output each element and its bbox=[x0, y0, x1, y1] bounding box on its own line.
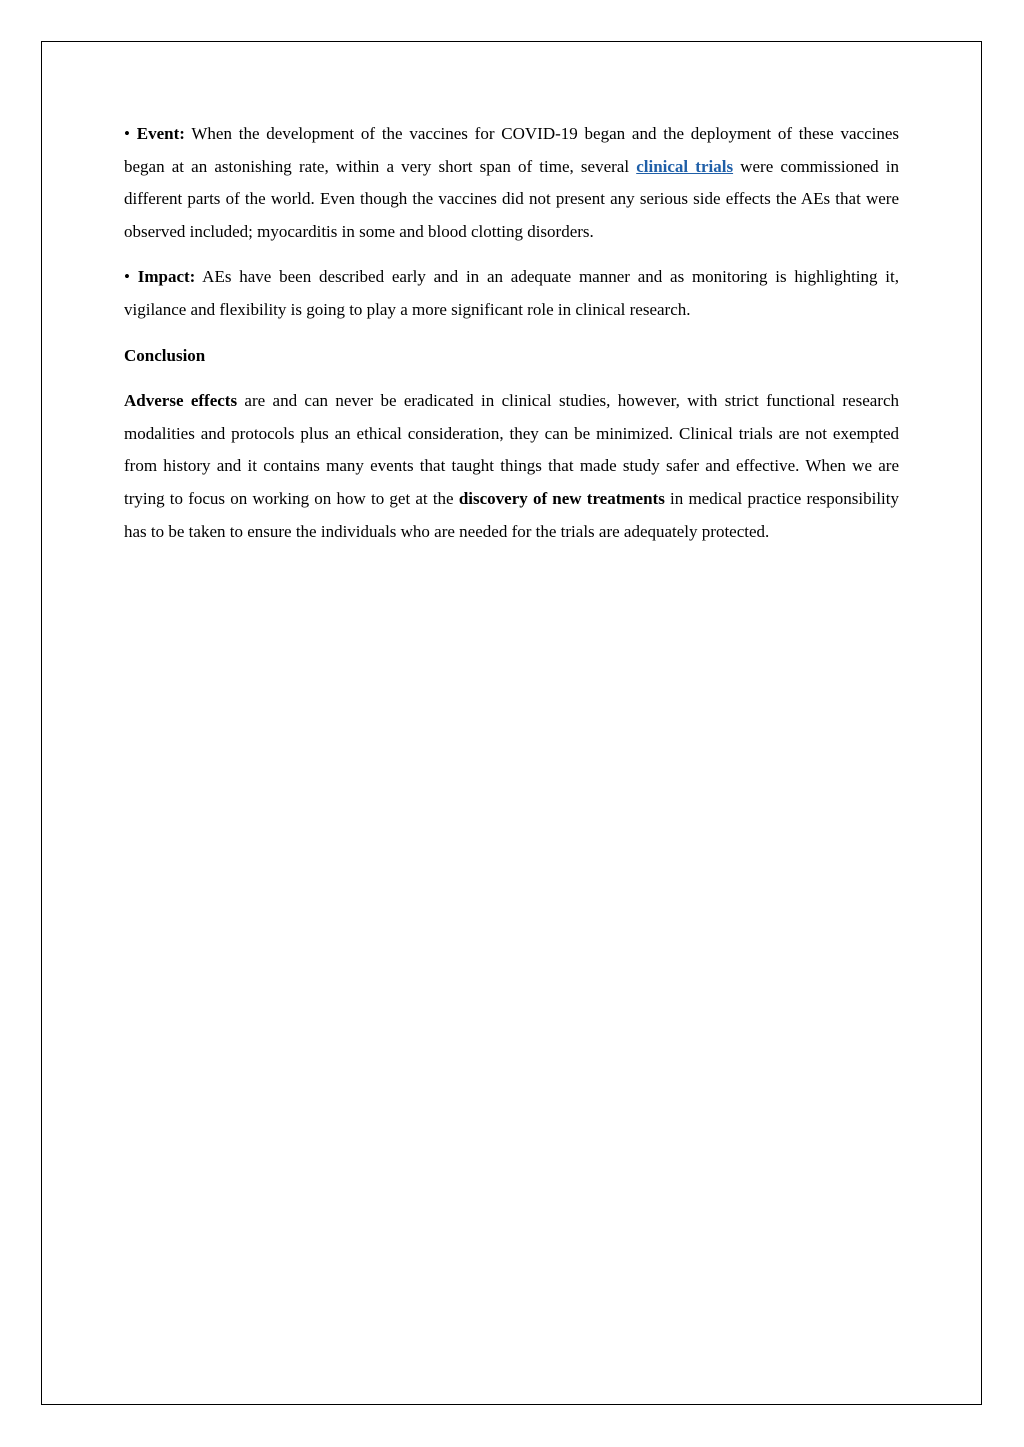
bullet: • bbox=[124, 267, 130, 287]
clinical-trials-link[interactable]: clinical trials bbox=[636, 156, 734, 176]
document-body bbox=[124, 118, 899, 561]
impact-paragraph bbox=[124, 261, 899, 326]
conclusion-heading: Conclusion bbox=[124, 345, 206, 365]
event-text-end: were commissioned in different parts of the world. Even though the vaccines did not present any serious side effects the AEs that were observed included; myocarditis in some and blood clotting disorders. bbox=[124, 156, 900, 241]
event-text-start: When the development of the vaccines for COVID-19 began and the deployment of these vaccines began at an astonishing rate, within a very short span of time, several bbox=[124, 124, 899, 176]
impact-text: AEs have been described early and in an adequate manner and as monitoring is highlighting it, vigilance and flexibility is going to play a more significant role in clinical research. bbox=[124, 267, 899, 319]
event-label: Event: bbox=[136, 124, 185, 143]
conclusion-text-start: are and can never be eradicated in clinical studies, however, with strict functional research modalities and protocols plus an ethical consideration, they can be minimized. Clinical trials are not exempted from history and it contains many events that taught things that made study safer and effective. When we are trying to focus on working on how to get at the bbox=[124, 391, 900, 508]
conclusion-paragraph bbox=[124, 385, 899, 548]
adverse-effects-term: Adverse effects bbox=[124, 391, 238, 411]
event-paragraph bbox=[124, 118, 899, 248]
discovery-term: discovery of new treatments bbox=[458, 488, 665, 508]
conclusion-text-end: in medical practice responsibility has to be taken to ensure the individuals who are needed for the trials are adequately protected. bbox=[124, 488, 899, 541]
bullet: • bbox=[124, 124, 130, 143]
impact-label: Impact: bbox=[137, 267, 196, 287]
